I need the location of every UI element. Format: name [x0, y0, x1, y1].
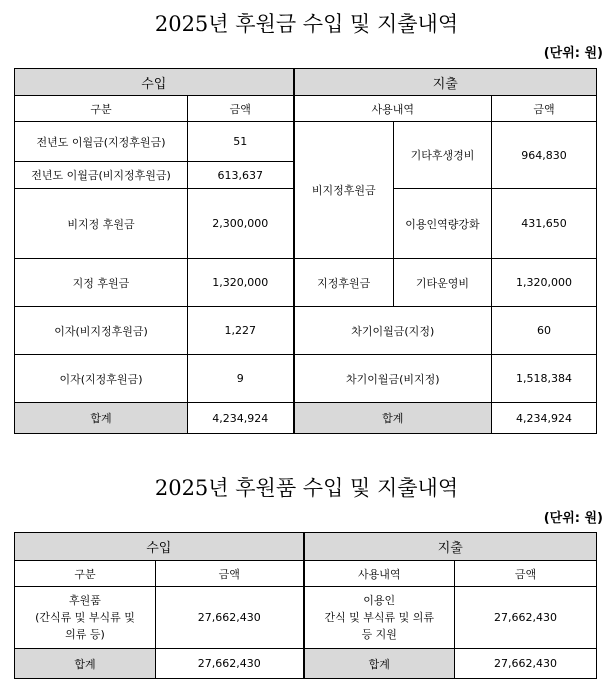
goods-usage-label — [304, 587, 455, 649]
table-row — [15, 307, 597, 355]
goods-usage-line: 이용인 — [363, 594, 396, 607]
col-usage: 사용내역 — [294, 96, 492, 122]
income-header: 수입 — [15, 533, 304, 561]
col-amount-expense: 금액 — [492, 96, 597, 122]
goods-usage-line: 간식 및 부식류 및 의류 — [324, 611, 435, 624]
goods-income-line: 후원품 — [69, 594, 101, 607]
income-label: 지정 후원금 — [15, 259, 188, 307]
income-label: 이자(비지정후원금) — [15, 307, 188, 355]
goods-usage-amount: 27,662,430 — [455, 587, 597, 649]
expense-total: 4,234,924 — [492, 403, 597, 434]
income-amount: 1,320,000 — [188, 259, 294, 307]
table-row — [15, 355, 597, 403]
col-category: 구분 — [15, 561, 156, 587]
table-row — [15, 122, 597, 162]
total-row — [15, 403, 597, 434]
expense-group-designated: 지정후원금 — [294, 259, 394, 307]
total-label: 합계 — [15, 649, 156, 679]
donation-table — [14, 68, 597, 434]
goods-income-line: 의류 등) — [65, 628, 105, 641]
goods-title: 2025년 후원품 수입 및 지출내역 — [154, 476, 459, 500]
expense-amount: 1,518,384 — [492, 355, 597, 403]
income-label: 이자(지정후원금) — [15, 355, 188, 403]
income-amount: 51 — [188, 122, 294, 162]
col-amount: 금액 — [156, 561, 304, 587]
total-label: 합계 — [15, 403, 188, 434]
goods-table — [14, 532, 597, 679]
expense-item: 이용인역량강화 — [394, 189, 492, 259]
col-usage: 사용내역 — [304, 561, 455, 587]
expense-amount: 60 — [492, 307, 597, 355]
expense-total: 27,662,430 — [455, 649, 597, 679]
col-category: 구분 — [15, 96, 188, 122]
expense-group-nondesignated: 비지정후원금 — [294, 122, 394, 259]
total-row — [15, 649, 597, 679]
income-amount: 613,637 — [188, 162, 294, 189]
income-amount: 9 — [188, 355, 294, 403]
table-row — [15, 587, 597, 649]
expense-total-label: 합계 — [294, 403, 492, 434]
expense-item: 차기이월금(비지정) — [294, 355, 492, 403]
col-amount-expense: 금액 — [455, 561, 597, 587]
goods-income-line: (간식류 및 부식류 및 — [35, 611, 135, 624]
goods-income-amount: 27,662,430 — [156, 587, 304, 649]
expense-amount: 964,830 — [492, 122, 597, 189]
donation-title: 2025년 후원금 수입 및 지출내역 — [154, 12, 459, 36]
expense-amount: 1,320,000 — [492, 259, 597, 307]
donation-unit: (단위: 원) — [543, 46, 603, 61]
expense-item: 기타운영비 — [394, 259, 492, 307]
expense-header: 지출 — [304, 533, 597, 561]
goods-usage-line: 등 지원 — [361, 628, 397, 641]
income-total: 27,662,430 — [156, 649, 304, 679]
goods-income-label — [15, 587, 156, 649]
col-amount: 금액 — [188, 96, 294, 122]
income-amount: 2,300,000 — [188, 189, 294, 259]
income-label: 전년도 이월금(지정후원금) — [15, 122, 188, 162]
income-header: 수입 — [15, 69, 294, 96]
expense-amount: 431,650 — [492, 189, 597, 259]
expense-total-label: 합계 — [304, 649, 455, 679]
expense-item: 기타후생경비 — [394, 122, 492, 189]
income-label: 전년도 이월금(비지정후원금) — [15, 162, 188, 189]
goods-unit: (단위: 원) — [543, 511, 603, 526]
income-label: 비지정 후원금 — [15, 189, 188, 259]
expense-item: 차기이월금(지정) — [294, 307, 492, 355]
income-amount: 1,227 — [188, 307, 294, 355]
expense-header: 지출 — [294, 69, 597, 96]
income-total: 4,234,924 — [188, 403, 294, 434]
table-row — [15, 259, 597, 307]
